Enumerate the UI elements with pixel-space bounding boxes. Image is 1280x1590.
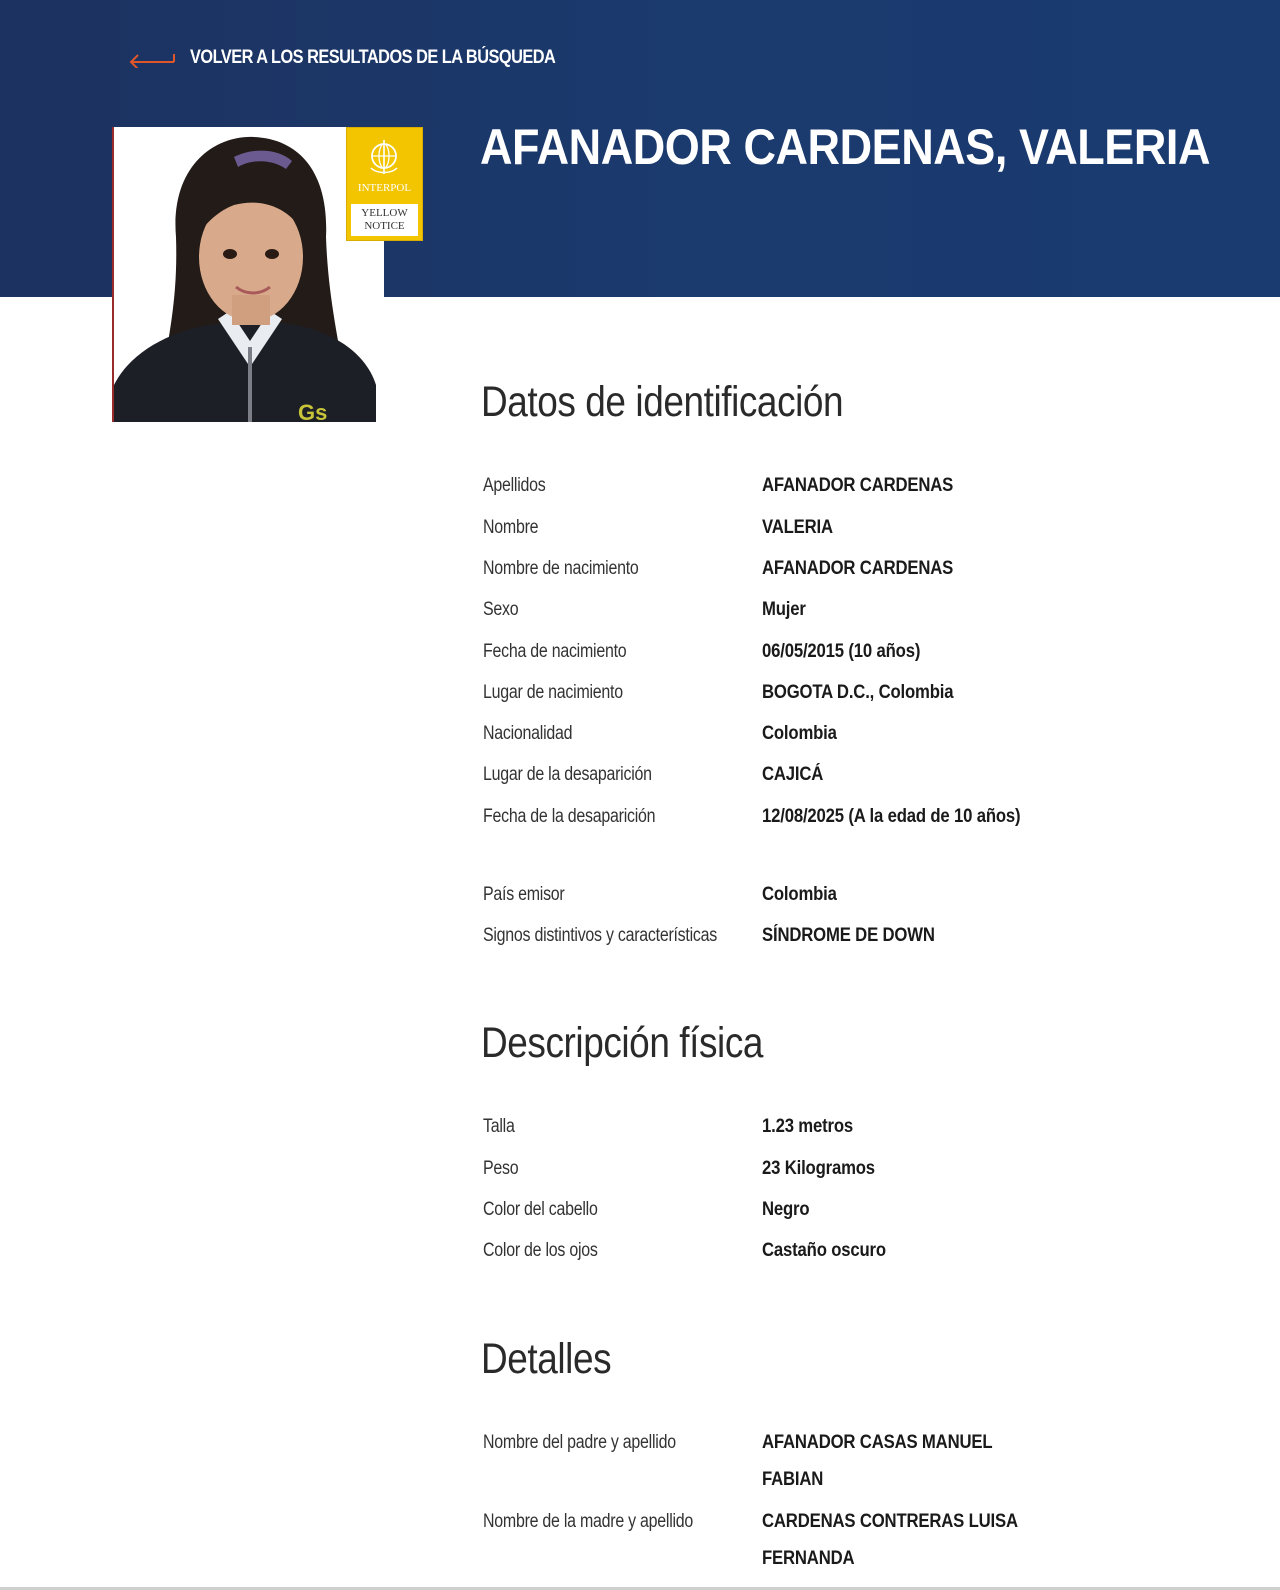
row-value: Colombia [762, 884, 837, 905]
row-label: Nombre del padre y apellido [483, 1432, 676, 1453]
row-label: Lugar de nacimiento [483, 682, 623, 703]
row-label: Nombre de nacimiento [483, 558, 639, 579]
yellow-notice-badge [346, 127, 423, 241]
arrow-left-icon [128, 48, 176, 68]
row-label: Signos distintivos y características [483, 925, 717, 946]
identification-title: Datos de identificación [481, 378, 844, 426]
details-title: Detalles [481, 1335, 612, 1383]
row-value: 23 Kilogramos [762, 1158, 875, 1179]
back-to-results-link[interactable] [128, 44, 615, 72]
row-value: 06/05/2015 (10 años) [762, 641, 921, 662]
identification-section [481, 378, 1041, 946]
back-link-label: VOLVER A LOS RESULTADOS DE LA BÚSQUEDA [190, 47, 556, 68]
row-label: Color del cabello [483, 1199, 598, 1220]
row-value: VALERIA [762, 517, 833, 538]
badge-type-label [351, 204, 418, 236]
badge-type-line2: NOTICE [364, 220, 405, 232]
badge-type-line1: YELLOW [361, 207, 408, 219]
row-value: AFANADOR CASAS MANUEL FABIAN [762, 1432, 993, 1490]
physical-description-section [481, 1019, 1041, 1261]
row-value: BOGOTA D.C., Colombia [762, 682, 954, 703]
row-value: SÍNDROME DE DOWN [762, 925, 935, 946]
badge-org-label: INTERPOL [357, 182, 412, 194]
row-value: AFANADOR CARDENAS [762, 475, 954, 496]
row-label: País emisor [483, 884, 565, 905]
row-value: CARDENAS CONTRERAS LUISA FERNANDA [762, 1511, 1018, 1569]
svg-text:Gs: Gs [298, 400, 328, 422]
row-value: 1.23 metros [762, 1116, 854, 1137]
row-value: 12/08/2025 (A la edad de 10 años) [762, 806, 1021, 827]
row-label: Nombre de la madre y apellido [483, 1511, 694, 1532]
physical-description-title: Descripción física [481, 1019, 764, 1067]
row-label: Talla [483, 1116, 515, 1137]
page-title: AFANADOR CARDENAS, VALERIA [480, 119, 1210, 175]
row-label: Apellidos [483, 475, 546, 496]
row-label: Peso [483, 1158, 519, 1179]
row-label: Nombre [483, 517, 539, 538]
interpol-globe-icon [367, 138, 401, 178]
row-label: Sexo [483, 599, 519, 620]
row-label: Lugar de la desaparición [483, 764, 652, 785]
row-value: Negro [762, 1199, 810, 1220]
row-value: CAJICÁ [762, 764, 824, 785]
row-value: Castaño oscuro [762, 1240, 886, 1261]
row-value: Colombia [762, 723, 837, 744]
row-label: Color de los ojos [483, 1240, 598, 1261]
details-section [481, 1335, 1041, 1569]
person-photo [112, 127, 384, 422]
row-value: Mujer [762, 599, 806, 620]
row-label: Fecha de la desaparición [483, 806, 656, 827]
row-value: AFANADOR CARDENAS [762, 558, 954, 579]
row-label: Nacionalidad [483, 723, 573, 744]
row-label: Fecha de nacimiento [483, 641, 627, 662]
